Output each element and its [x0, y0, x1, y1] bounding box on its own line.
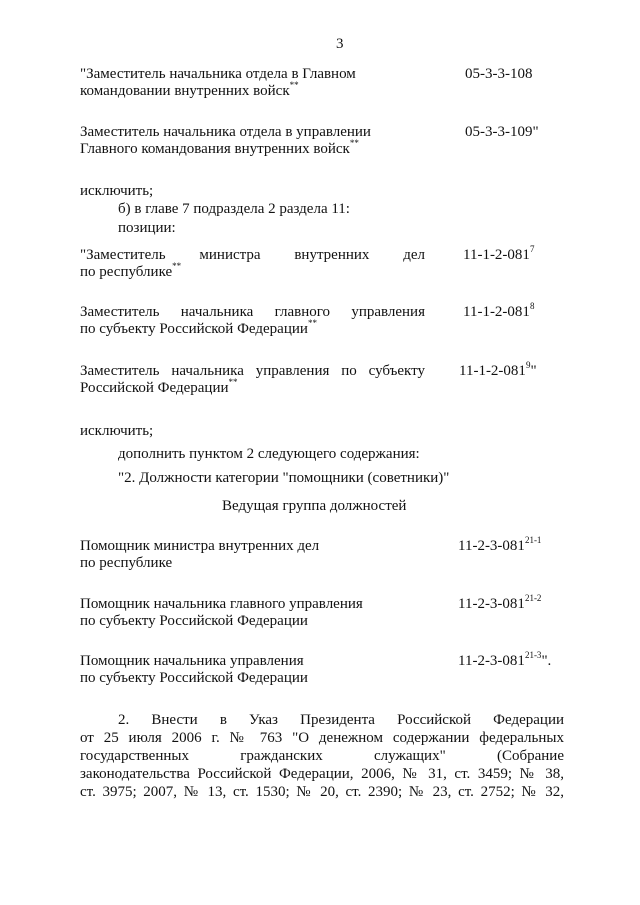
category-heading: "2. Должности категории "помощники (советники)" [118, 470, 450, 486]
position-line: "Заместитель министра внутренних дел [80, 247, 425, 263]
supplement-text: дополнить пунктом 2 следующего содержания: [118, 446, 420, 462]
group-heading: Ведущая группа должностей [222, 498, 407, 514]
exclude-text: исключить; [80, 183, 154, 199]
paragraph-line: от 25 июля 2006 г. № 763 "О денежном содержании федеральных [80, 730, 564, 746]
position-line: Помощник начальника главного управления [80, 596, 363, 612]
position-entry [80, 124, 440, 158]
paragraph-line: государственных гражданских служащих" (Собрание [80, 748, 564, 764]
paragraph-line: законодательства Российской Федерации, 2006, № 31, ст. 3459; № 38, [80, 766, 564, 782]
position-entry [80, 304, 425, 338]
position-line: командовании внутренних войск** [80, 80, 299, 99]
position-entry [80, 363, 425, 397]
position-code: $11-1-2-081^9$" [459, 360, 537, 379]
position-code: $11-1-2-081^7$ [463, 244, 535, 263]
position-line: Главного командования внутренних войск** [80, 138, 359, 157]
position-entry [80, 596, 440, 630]
paragraph-line: ст. 3975; 2007, № 13, ст. 1530; № 20, ст. 2390; № 23, ст. 2752; № 32, [80, 784, 564, 800]
position-line: Заместитель начальника главного управления [80, 304, 425, 320]
page-number: 3 [336, 36, 344, 52]
position-code: $11-1-2-081^8$ [463, 301, 535, 320]
footnote-mark: ** [228, 377, 238, 387]
subsection-b: б) в главе 7 подраздела 2 раздела 11: [118, 201, 350, 217]
paragraph-line: 2. Внести в Указ Президента Российской Федерации [118, 712, 564, 728]
exclude-text: исключить; [80, 423, 154, 439]
footnote-mark: ** [172, 261, 182, 271]
position-code: 11-2-3-081$^{21-1}$ [458, 535, 542, 554]
position-code: 11-2-3-081$^{21-3}$". [458, 650, 552, 669]
position-entry [80, 66, 440, 100]
position-entry [80, 653, 440, 687]
footnote-mark: ** [289, 80, 299, 90]
positions-label: позиции: [118, 220, 176, 236]
position-line: по республике** [80, 261, 182, 280]
paragraph-2 [80, 711, 564, 801]
footnote-mark: ** [307, 318, 317, 328]
position-line: Заместитель начальника управления по субъекту [80, 363, 425, 379]
position-line: Заместитель начальника отдела в управлении [80, 124, 371, 140]
position-line: Помощник начальника управления [80, 653, 304, 669]
position-code: 11-2-3-081$^{21-2}$ [458, 593, 542, 612]
position-line: Помощник министра внутренних дел [80, 538, 320, 554]
position-code: 05-3-3-109" [465, 124, 539, 140]
footnote-mark: ** [349, 138, 359, 148]
position-line: по республике [80, 555, 173, 571]
position-line: по субъекту Российской Федерации [80, 670, 308, 686]
position-line: по субъекту Российской Федерации [80, 613, 308, 629]
position-entry [80, 247, 425, 281]
position-line: по субъекту Российской Федерации** [80, 318, 317, 337]
position-code: 05-3-3-108 [465, 66, 533, 82]
position-line: Российской Федерации** [80, 377, 238, 396]
position-line: "Заместитель начальника отдела в Главном [80, 66, 356, 82]
position-entry [80, 538, 440, 572]
